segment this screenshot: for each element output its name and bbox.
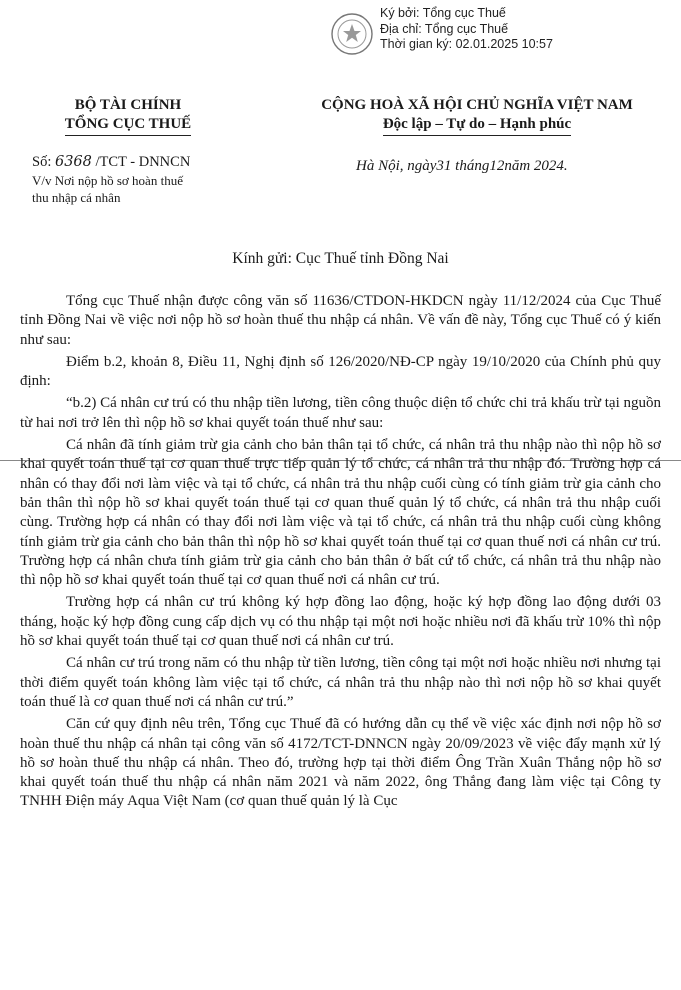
paragraph: Cá nhân đã tính giảm trừ gia cảnh cho bản thân tại tổ chức, cá nhân trả thu nhập nào thì nộp hồ sơ khai quyết toán thuế tại cơ quan thuế trực tiếp quản lý tổ chức, cá nhân trả thu nhập đó. Trường hợp cá nhân có thay đổi nơi làm việc và tại tổ chức, cá nhân trả thu nhập cuối cùng có tính giảm trừ gia cảnh cho bản thân thì nộp hồ sơ khai quyết toán thuế tại cơ quan thuế quản lý tổ chức, cá nhân trả thu nhập cuối cùng. Trường hợp cá nhân có thay đổi nơi làm việc và tại tổ chức, cá nhân trả thu nhập cuối cùng không tính giảm trừ gia cảnh cho bản thân thì nộp hồ sơ khai quyết toán thuế tại cơ quan thuế nơi cá nhân cư trú. Trường hợp cá nhân chưa tính giảm trừ gia cảnh cho bản thân ở bất cứ tổ chức, cá nhân trả thu nhập nào thì nộp hồ sơ khai quyết toán thuế tại cơ quan thuế nơi cá nhân cư trú. <box>20 437 661 589</box>
paragraph: Tổng cục Thuế nhận được công văn số 11636/CTDON-HKDCN ngày 11/12/2024 của Cục Thuế tỉnh Đồng Nai về việc nơi nộp hồ sơ hoàn thuế thu nhập cá nhân. Về vấn đề này, Tổng cục Thuế có ý kiến như sau: <box>20 293 661 348</box>
paragraph: “b.2) Cá nhân cư trú có thu nhập tiền lương, tiền công thuộc diện tổ chức chi trả khấu trừ tại nguồn từ hai nơi trở lên thì nộp hồ sơ khai quyết toán thuế như sau: <box>20 395 661 431</box>
place-date: Hà Nội, ngày31 tháng12năm 2024. <box>356 158 568 174</box>
country-name: CỘNG HOÀ XÃ HỘI CHỦ NGHĨA VIỆT NAM <box>321 97 633 113</box>
ministry-name: BỘ TÀI CHÍNH <box>74 97 182 113</box>
department-name: TỔNG CỤC THUẾ <box>65 115 191 136</box>
issuing-agency <box>28 96 228 136</box>
state-emblem-icon <box>330 10 374 58</box>
document-body <box>20 292 661 815</box>
signature-address: Địa chỉ: Tổng cục Thuế <box>380 21 509 36</box>
recipient: Kính gửi: Cục Thuế tỉnh Đồng Nai <box>232 250 449 267</box>
handwritten-number: 6368 <box>54 154 92 170</box>
document-number: Số: 6368 /TCT - DNNCN <box>32 154 191 170</box>
paragraph: Trường hợp cá nhân cư trú không ký hợp đồng lao động, hoặc ký hợp đồng lao động dưới 03 tháng, hoặc ký hợp đồng cung cấp dịch vụ có thu nhập tại một nơi hoặc nhiều nơi đã khấu trừ 10% thì nộp hồ sơ khai quyết toán thuế tại cơ quan thuế nơi cá nhân cư trú. <box>20 594 661 650</box>
paragraph: Điểm b.2, khoản 8, Điều 11, Nghị định số 126/2020/NĐ-CP ngày 19/10/2020 của Chính phủ quy định: <box>20 353 661 390</box>
document-subject: V/v Nơi nộp hồ sơ hoàn thuế thu nhập cá nhân <box>32 173 183 205</box>
signature-signer: Ký bởi: Tổng cục Thuế <box>380 6 506 20</box>
signature-time: Thời gian ký: 02.01.2025 10:57 <box>380 37 553 51</box>
paragraph: Căn cứ quy định nêu trên, Tổng cục Thuế đã có hướng dẫn cụ thể về việc xác định nơi nộp hồ sơ hoàn thuế thu nhập cá nhân tại công văn số 4172/TCT-DNNCN ngày 20/09/2023 về việc đẩy mạnh xử lý hồ sơ hoàn thuế thu nhập cá nhân. Theo đó, trường hợp tại thời điểm Ông Trần Xuân Thắng nộp hồ sơ khai quyết toán thuế thu nhập cá nhân năm 2021 và năm 2022, ông Thắng đang làm việc tại Công ty TNHH Điện máy Aqua Việt Nam (cơ quan thuế quản lý là Cục <box>20 716 661 810</box>
national-motto: Độc lập – Tự do – Hạnh phúc <box>383 115 571 136</box>
national-title <box>282 96 672 136</box>
digital-signature-block <box>330 6 610 62</box>
paragraph: Cá nhân cư trú trong năm có thu nhập từ tiền lương, tiền công tại một nơi hoặc nhiều nơi nhưng tại thời điểm quyết toán không làm việc tại tổ chức, cá nhân trả thu nhập nào thì nơi nộp hồ sơ khai quyết toán thuế là cơ quan thuế nơi cá nhân cư trú.” <box>20 655 661 710</box>
